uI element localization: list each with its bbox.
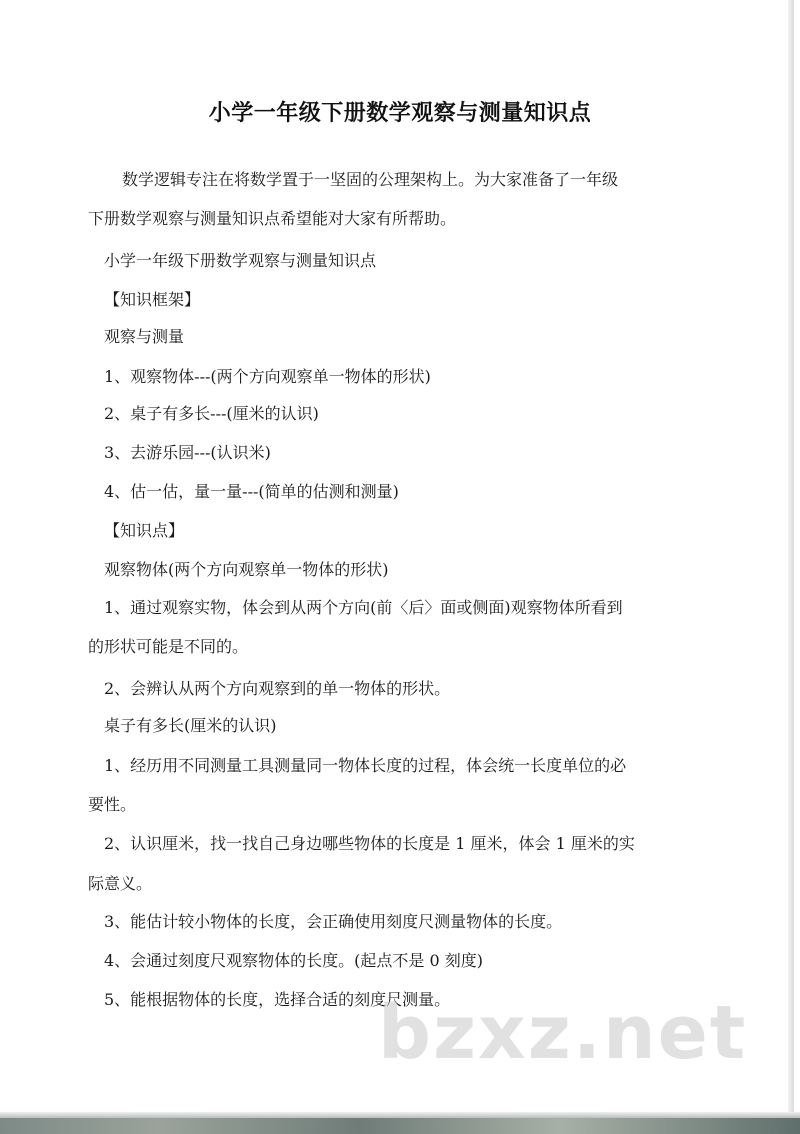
paragraph-line: 桌子有多长(厘米的认识) xyxy=(104,716,277,735)
bottom-background-strip xyxy=(0,1118,800,1134)
paragraph-line: 际意义。 xyxy=(88,874,153,893)
document-title: 小学一年级下册数学观察与测量知识点 xyxy=(208,101,592,126)
section-heading: 【知识框架】 xyxy=(104,290,201,309)
list-item: 3、去游乐园---(认识米) xyxy=(104,443,271,462)
paragraph-line: 的形状可能是不同的。 xyxy=(88,637,249,656)
list-item: 1、通过观察实物，体会到从两个方向(前〈后〉面或侧面)观察物体所看到 xyxy=(104,598,623,617)
list-item: 1、观察物体---(两个方向观察单一物体的形状) xyxy=(104,367,431,386)
list-item: 1、经历用不同测量工具测量同一物体长度的过程，体会统一长度单位的必 xyxy=(104,756,627,775)
list-item: 4、会通过刻度尺观察物体的长度。(起点不是 0 刻度) xyxy=(104,951,484,970)
list-item: 4、估一估，量一量---(简单的估测和测量) xyxy=(104,482,399,501)
list-item: 2、桌子有多长---(厘米的认识) xyxy=(104,404,319,423)
paragraph-line: 数学逻辑专注在将数学置于一坚固的公理架构上。为大家准备了一年级 xyxy=(122,170,619,189)
paragraph-line: 小学一年级下册数学观察与测量知识点 xyxy=(104,251,377,270)
list-item: 2、认识厘米，找一找自己身边哪些物体的长度是 1 厘米，体会 1 厘米的实 xyxy=(104,834,635,853)
list-item: 5、能根据物体的长度，选择合适的刻度尺测量。 xyxy=(104,990,451,1009)
paragraph-line: 要性。 xyxy=(88,795,137,814)
paragraph-line: 观察物体(两个方向观察单一物体的形状) xyxy=(104,560,389,579)
paragraph-line: 观察与测量 xyxy=(104,327,185,346)
list-item: 3、能估计较小物体的长度，会正确使用刻度尺测量物体的长度。 xyxy=(104,912,563,931)
list-item: 2、会辨认从两个方向观察到的单一物体的形状。 xyxy=(104,679,451,698)
paragraph-line: 下册数学观察与测量知识点希望能对大家有所帮助。 xyxy=(88,209,457,228)
section-heading: 【知识点】 xyxy=(104,521,185,540)
page-edge xyxy=(788,0,794,1118)
watermark: bzxz.net xyxy=(378,990,748,1076)
